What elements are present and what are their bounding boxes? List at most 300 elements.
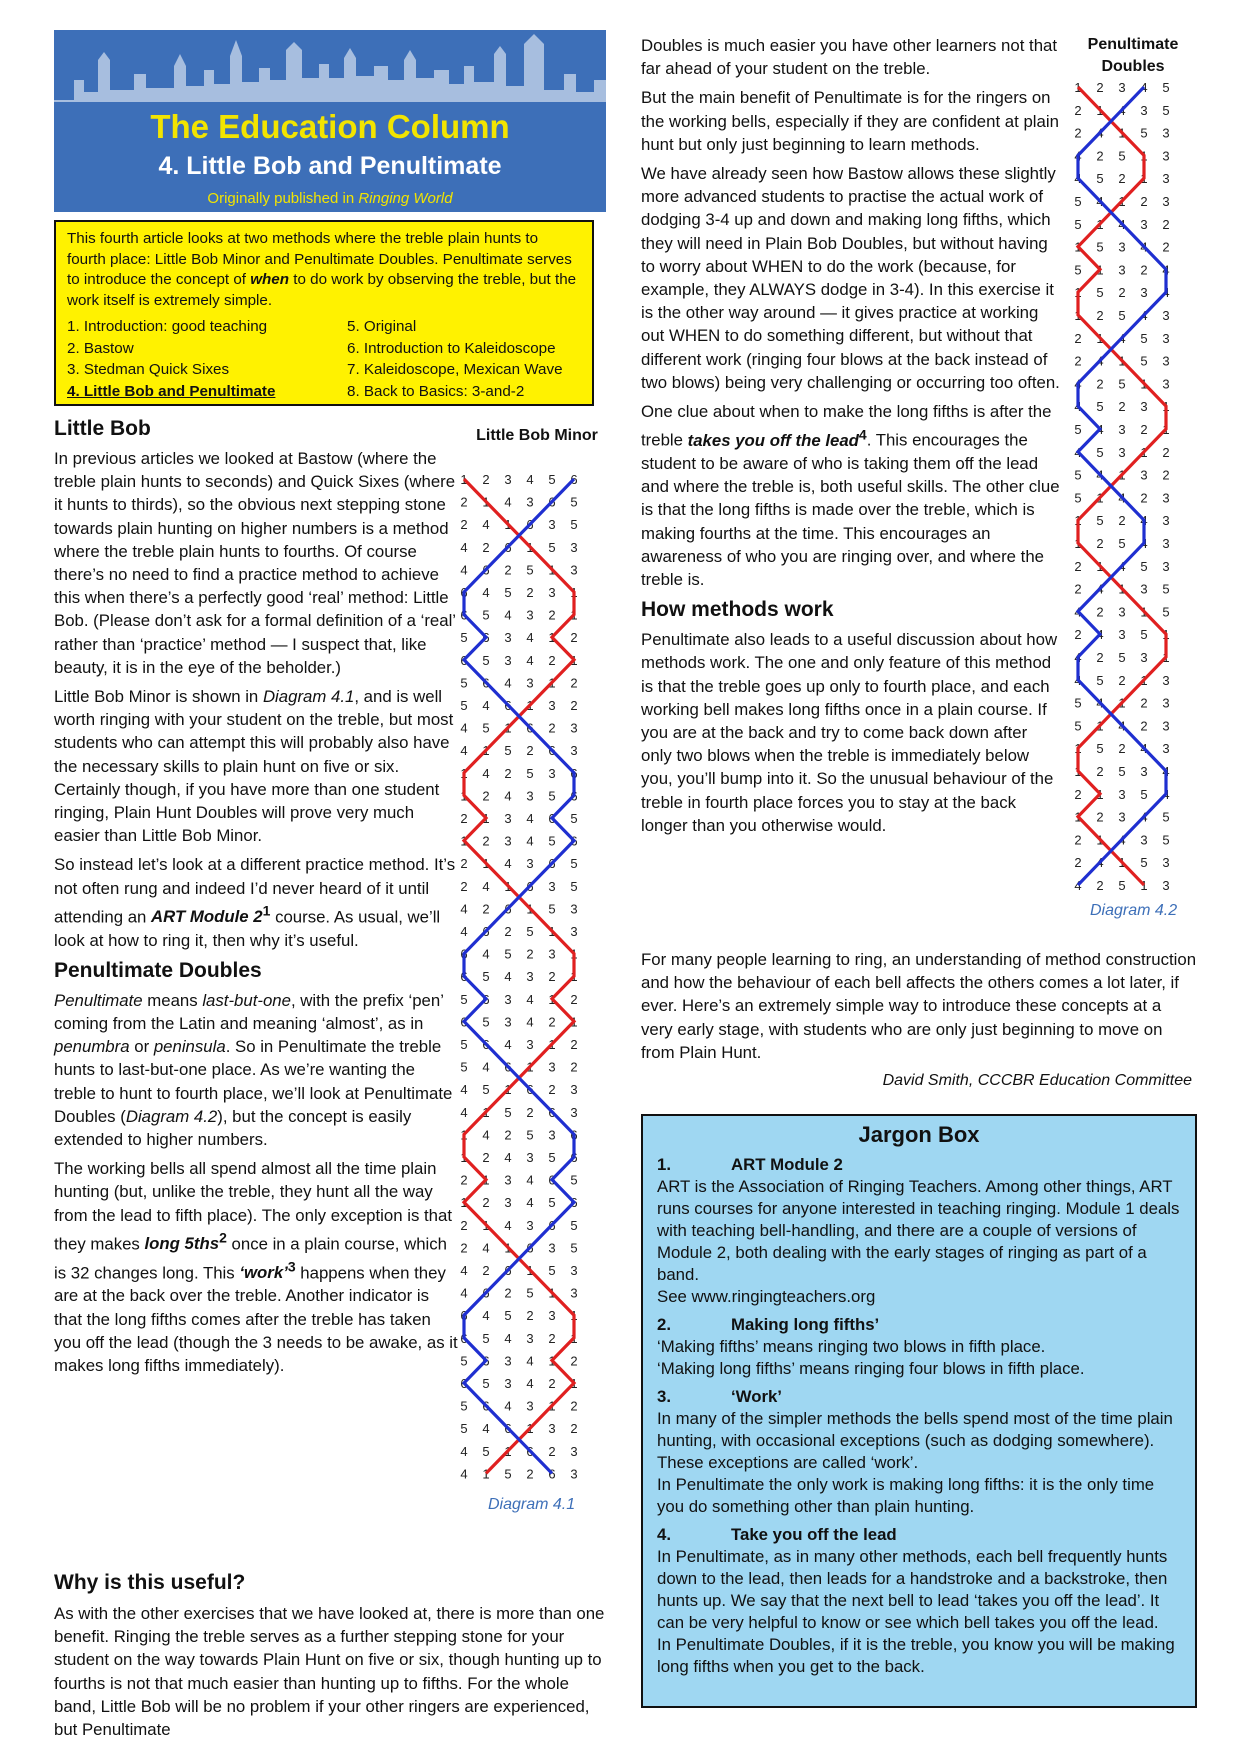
place-number: 1 [482, 1104, 490, 1120]
place-number: 6 [482, 991, 490, 1007]
place-number: 5 [1140, 558, 1148, 574]
header-banner [54, 30, 606, 212]
jargon-term: ART Module 2 [731, 1155, 843, 1174]
place-number: 3 [548, 1421, 556, 1437]
place-number: 2 [570, 630, 578, 646]
place-number: 3 [1162, 558, 1170, 574]
diagram1-title: Little Bob Minor [476, 427, 598, 444]
place-number: 3 [1140, 399, 1148, 415]
jargon-title: Jargon Box [858, 1122, 980, 1147]
place-number: 3 [1162, 695, 1170, 711]
series-item: 6. Introduction to Kaleidoscope [347, 339, 556, 357]
place-number: 1 [526, 698, 534, 713]
place-number: 4 [1074, 148, 1082, 164]
series-item: 8. Back to Basics: 3-and-2 [347, 382, 525, 400]
place-number: 2 [482, 539, 490, 555]
paragraph: Doubles is much easier you have other learners not that far ahead of your student on the treble. [641, 36, 1058, 79]
place-number: 3 [1162, 308, 1170, 323]
place-number: 2 [504, 924, 512, 939]
place-number: 4 [1074, 444, 1082, 460]
place-number: 6 [548, 494, 556, 510]
place-number: 6 [570, 472, 578, 487]
place-number: 3 [570, 539, 578, 555]
paragraph: Penultimate means last-but-one, with the prefix ‘pen’ coming from the Latin and meaning ‘almost’, as in penumbra or peninsula. So in Penultimate the treble hunts to last-but-one place. As we’re wanting the treble to hunt to fourth place, we’ll look at Penultimate Doubles (Diagram 4.2), but the concept is easily extended to higher numbers. [54, 990, 453, 1150]
place-number: 1 [482, 1172, 490, 1188]
place-number: 2 [1118, 672, 1126, 688]
place-number: 4 [1140, 308, 1148, 323]
place-number: 2 [548, 1082, 556, 1098]
place-number: 3 [548, 765, 556, 781]
place-number: 1 [570, 1376, 578, 1391]
place-number: 5 [570, 494, 578, 510]
place-number: 4 [460, 562, 468, 578]
place-number: 2 [482, 1150, 490, 1165]
place-number: 3 [1140, 285, 1148, 301]
place-number: 1 [570, 969, 578, 985]
place-number: 3 [1162, 125, 1170, 141]
place-number: 2 [460, 1172, 468, 1188]
place-number: 5 [460, 1059, 468, 1075]
place-number: 5 [1162, 604, 1170, 620]
jargon-term: Making long fifths’ [731, 1315, 880, 1334]
place-number: 3 [1162, 171, 1170, 187]
place-number: 6 [482, 1398, 490, 1414]
place-number: 5 [570, 878, 578, 894]
place-number: 1 [1074, 741, 1082, 757]
place-number: 5 [1096, 444, 1104, 460]
place-number: 4 [460, 1263, 468, 1278]
place-number: 3 [570, 720, 578, 736]
place-number: 5 [460, 1353, 468, 1369]
place-number: 5 [548, 472, 556, 487]
place-number: 3 [526, 1398, 534, 1414]
place-number: 2 [548, 1330, 556, 1346]
place-number: 2 [570, 1059, 578, 1075]
place-number: 6 [526, 1443, 534, 1459]
place-number: 5 [482, 652, 490, 668]
place-number: 5 [1118, 308, 1126, 323]
place-number: 4 [1162, 285, 1170, 301]
place-number: 6 [482, 924, 490, 939]
place-number: 3 [1162, 330, 1170, 346]
place-number: 4 [1096, 581, 1104, 597]
place-number: 6 [482, 1353, 490, 1369]
place-number: 6 [526, 1082, 534, 1098]
place-number: 5 [1140, 786, 1148, 802]
place-number: 4 [526, 1376, 534, 1391]
place-number: 5 [1162, 102, 1170, 118]
place-number: 1 [526, 901, 534, 917]
place-number: 3 [526, 675, 534, 691]
series-item: 5. Original [347, 318, 417, 335]
place-number: 5 [482, 1376, 490, 1391]
place-number: 1 [460, 1195, 468, 1211]
place-number: 1 [504, 1443, 512, 1459]
place-number: 2 [1140, 695, 1148, 711]
place-number: 1 [482, 743, 490, 759]
place-number: 2 [504, 1127, 512, 1143]
place-number: 4 [482, 1308, 490, 1324]
place-number: 2 [1118, 513, 1126, 529]
place-number: 2 [1140, 718, 1148, 734]
place-number: 4 [504, 1330, 512, 1346]
place-number: 5 [1118, 376, 1126, 392]
place-number: 3 [1162, 741, 1170, 757]
paragraph: As with the other exercises that we have looked at, there is more than one benefit. Ringing the treble serves as a further stepping stone for your student on the way towards Plain Hunt on five or six, though hunting up to fourths is not that much easier than hunting up to fifths. For the whole band, Little Bob will be no problem if your other ringers are experienced, but Penultimate [54, 1604, 605, 1740]
left-column [54, 416, 460, 1383]
place-number: 3 [570, 1285, 578, 1301]
place-number: 1 [1140, 148, 1148, 164]
place-number: 4 [1074, 672, 1082, 688]
place-number: 5 [1074, 262, 1082, 278]
heading-little-bob: Little Bob [54, 417, 151, 440]
place-number: 5 [1074, 194, 1082, 209]
place-number: 4 [482, 946, 490, 962]
diagram-little-bob-minor [456, 470, 596, 1492]
place-number: 6 [460, 652, 468, 668]
place-number: 6 [548, 1172, 556, 1188]
place-number: 1 [1074, 285, 1082, 301]
place-number: 5 [1140, 627, 1148, 643]
place-number: 1 [504, 1082, 512, 1098]
place-number: 5 [1140, 353, 1148, 369]
place-number: 5 [548, 1263, 556, 1278]
place-number: 6 [460, 1014, 468, 1030]
place-number: 2 [1074, 581, 1082, 597]
place-number: 4 [1096, 467, 1104, 483]
place-number: 2 [570, 1421, 578, 1437]
originally-published: Originally published in Ringing World [207, 190, 453, 207]
place-number: 6 [460, 969, 468, 985]
place-number: 2 [482, 901, 490, 917]
place-number: 1 [1118, 194, 1126, 209]
place-number: 1 [1096, 330, 1104, 346]
place-number: 4 [1074, 399, 1082, 415]
place-number: 4 [482, 1421, 490, 1437]
place-number: 5 [1096, 399, 1104, 415]
place-number: 2 [570, 698, 578, 713]
place-number: 4 [460, 1285, 468, 1301]
place-number: 1 [1074, 809, 1082, 825]
place-number: 1 [1096, 558, 1104, 574]
place-number: 6 [570, 765, 578, 781]
place-number: 1 [526, 1059, 534, 1075]
place-number: 6 [570, 1150, 578, 1165]
place-number: 3 [526, 1217, 534, 1233]
place-number: 4 [504, 788, 512, 804]
place-number: 3 [570, 1443, 578, 1459]
place-number: 3 [504, 1172, 512, 1188]
place-number: 3 [548, 946, 556, 962]
place-number: 4 [1096, 422, 1104, 437]
place-number: 5 [1074, 718, 1082, 734]
place-number: 3 [1162, 194, 1170, 209]
place-number: 5 [504, 743, 512, 759]
place-number: 3 [504, 1014, 512, 1030]
place-number: 2 [1140, 262, 1148, 278]
place-number: 4 [1162, 764, 1170, 779]
place-number: 5 [548, 539, 556, 555]
place-number: 2 [1140, 194, 1148, 209]
place-number: 5 [1140, 125, 1148, 141]
place-number: 3 [1140, 650, 1148, 665]
place-number: 1 [1096, 718, 1104, 734]
place-number: 4 [1118, 330, 1126, 346]
place-number: 1 [1140, 171, 1148, 187]
place-number: 3 [1118, 80, 1126, 95]
place-number: 3 [1162, 672, 1170, 688]
place-number: 6 [482, 1037, 490, 1052]
place-number: 3 [1140, 467, 1148, 483]
place-number: 3 [1118, 262, 1126, 278]
place-number: 2 [570, 1353, 578, 1369]
place-number: 3 [548, 1127, 556, 1143]
place-number: 1 [482, 1466, 490, 1482]
place-number: 5 [1118, 878, 1126, 893]
place-number: 4 [482, 1240, 490, 1256]
place-number: 4 [460, 1104, 468, 1120]
place-number: 4 [1096, 125, 1104, 141]
place-number: 1 [1118, 467, 1126, 483]
place-number: 5 [482, 1082, 490, 1098]
place-number: 3 [1140, 102, 1148, 118]
place-number: 3 [1118, 809, 1126, 825]
place-number: 4 [1118, 216, 1126, 232]
place-number: 1 [548, 630, 556, 646]
place-number: 4 [460, 720, 468, 736]
place-number: 3 [1162, 536, 1170, 551]
place-number: 3 [1162, 855, 1170, 871]
diagram1-caption: Diagram 4.1 [488, 1496, 576, 1513]
place-number: 4 [482, 698, 490, 713]
place-number: 5 [504, 585, 512, 600]
place-number: 5 [504, 946, 512, 962]
place-number: 4 [526, 1172, 534, 1188]
place-number: 3 [570, 1466, 578, 1482]
place-number: 5 [1118, 536, 1126, 551]
place-number: 4 [504, 607, 512, 623]
place-number: 2 [1096, 764, 1104, 779]
place-number: 2 [1162, 239, 1170, 255]
place-number: 3 [1118, 444, 1126, 460]
place-number: 6 [504, 1421, 512, 1437]
place-number: 3 [504, 630, 512, 646]
place-number: 2 [1096, 376, 1104, 392]
series-item: 3. Stedman Quick Sixes [67, 361, 230, 378]
place-number: 1 [1118, 353, 1126, 369]
place-number: 1 [504, 1240, 512, 1256]
place-number: 3 [526, 494, 534, 510]
place-number: 2 [1162, 216, 1170, 232]
place-number: 3 [1140, 832, 1148, 848]
place-number: 4 [1140, 80, 1148, 95]
place-number: 4 [1074, 171, 1082, 187]
place-number: 5 [460, 1398, 468, 1414]
place-number: 2 [460, 517, 468, 533]
place-number: 2 [1140, 422, 1148, 437]
place-number: 6 [570, 1127, 578, 1143]
place-number: 2 [1074, 125, 1082, 141]
place-number: 4 [504, 856, 512, 872]
place-number: 5 [526, 924, 534, 939]
place-number: 2 [570, 675, 578, 691]
place-number: 5 [504, 1104, 512, 1120]
place-number: 2 [548, 607, 556, 623]
place-number: 1 [570, 652, 578, 668]
place-number: 5 [1162, 809, 1170, 825]
place-number: 1 [460, 765, 468, 781]
bottom-section [54, 1570, 610, 1741]
place-number: 1 [1140, 672, 1148, 688]
place-number: 5 [1162, 80, 1170, 95]
diagram-penultimate-doubles [1070, 78, 1190, 900]
place-number: 2 [570, 1398, 578, 1414]
place-number: 6 [526, 878, 534, 894]
place-number: 1 [1162, 399, 1170, 415]
place-number: 4 [504, 1398, 512, 1414]
place-number: 1 [482, 856, 490, 872]
place-number: 2 [570, 991, 578, 1007]
place-number: 3 [526, 1037, 534, 1052]
place-number: 2 [548, 652, 556, 668]
jargon-term: ‘Work’ [731, 1387, 782, 1406]
place-number: 4 [460, 924, 468, 939]
place-number: 6 [570, 1195, 578, 1211]
place-number: 2 [1118, 285, 1126, 301]
place-number: 3 [1140, 581, 1148, 597]
intro-box [54, 220, 594, 406]
diagram2-caption: Diagram 4.2 [1090, 902, 1178, 919]
place-number: 4 [1074, 650, 1082, 665]
place-number: 3 [570, 901, 578, 917]
place-number: 1 [548, 1037, 556, 1052]
place-number: 2 [460, 1217, 468, 1233]
place-number: 3 [504, 1353, 512, 1369]
place-number: 5 [460, 991, 468, 1007]
place-number: 6 [504, 1059, 512, 1075]
place-number: 4 [1118, 832, 1126, 848]
place-number: 3 [548, 517, 556, 533]
place-number: 5 [526, 562, 534, 578]
place-number: 1 [1096, 786, 1104, 802]
place-number: 5 [548, 1195, 556, 1211]
place-number: 1 [1074, 764, 1082, 779]
place-number: 6 [460, 1330, 468, 1346]
place-number: 3 [548, 1240, 556, 1256]
place-number: 1 [1096, 490, 1104, 506]
diagram2-title: Penultimate Doubles [1087, 36, 1179, 75]
place-number: 1 [1162, 422, 1170, 437]
place-number: 6 [570, 833, 578, 849]
place-number: 1 [460, 1150, 468, 1165]
place-number: 6 [460, 946, 468, 962]
place-number: 1 [460, 472, 468, 487]
place-number: 6 [526, 517, 534, 533]
place-number: 2 [1096, 308, 1104, 323]
place-number: 4 [1096, 855, 1104, 871]
place-number: 4 [526, 652, 534, 668]
place-number: 1 [482, 1217, 490, 1233]
place-number: 2 [548, 720, 556, 736]
place-number: 3 [570, 924, 578, 939]
place-number: 1 [548, 562, 556, 578]
place-number: 4 [1074, 376, 1082, 392]
place-number: 4 [1140, 809, 1148, 825]
place-number: 1 [482, 494, 490, 510]
place-number: 5 [548, 833, 556, 849]
place-number: 4 [1118, 718, 1126, 734]
place-number: 1 [1074, 513, 1082, 529]
place-number: 3 [1118, 422, 1126, 437]
place-number: 2 [460, 494, 468, 510]
place-number: 5 [548, 1150, 556, 1165]
place-number: 3 [1162, 718, 1170, 734]
place-number: 1 [1074, 239, 1082, 255]
jargon-term: Take you off the lead [731, 1525, 897, 1544]
place-number: 2 [504, 765, 512, 781]
place-number: 5 [526, 1285, 534, 1301]
place-number: 4 [460, 743, 468, 759]
place-number: 6 [548, 1104, 556, 1120]
place-number: 1 [1118, 855, 1126, 871]
place-number: 2 [1118, 741, 1126, 757]
place-number: 3 [504, 991, 512, 1007]
place-number: 4 [460, 901, 468, 917]
place-number: 6 [526, 1240, 534, 1256]
place-number: 1 [482, 811, 490, 826]
paragraph: But the main benefit of Penultimate is for the ringers on the working bells, especially if they are confident at plain hunt but only just beginning to learn methods. [641, 88, 1059, 154]
place-number: 6 [460, 585, 468, 600]
place-number: 1 [570, 946, 578, 962]
place-number: 4 [482, 1059, 490, 1075]
place-number: 1 [460, 833, 468, 849]
place-number: 4 [1096, 353, 1104, 369]
place-number: 5 [1096, 285, 1104, 301]
place-number: 5 [526, 765, 534, 781]
place-number: 1 [1096, 102, 1104, 118]
place-number: 4 [504, 1150, 512, 1165]
place-number: 2 [1074, 832, 1082, 848]
place-number: 1 [504, 878, 512, 894]
paragraph: The working bells all spend almost all the time plain hunting (but, unlike the treble, they hunt all the way from the lead to fifth place). The only exception is that they makes long 5ths$^2$ once in a plain course, which is 32 changes long. This ‘work’$^3$ happens when they are at the back over the treble. Another indicator is that the long fifths comes after the treble has taken you off the lead (though the 3 needs to be awake, as it makes long fifths immediately). [54, 1159, 458, 1376]
place-number: 2 [526, 1466, 534, 1482]
place-number: 4 [482, 517, 490, 533]
place-number: 2 [482, 1195, 490, 1211]
place-number: 2 [482, 788, 490, 804]
paragraph: We have already seen how Bastow allows these slightly more advanced students to practise the actual work of dodging 3-4 up and down and making long fifths, which they will need in Plain Bob Doubles, but without having to worry about WHEN to do the work (because, for example, they ALWAYS dodge in 3-4). In this exercise it is the other way around — it gives practice at working out WHEN to do something different, but without that different work (ringing four blows at the back instead of two blows) being very challenging or occurring too often. [641, 164, 1060, 392]
heading-why-useful: Why is this useful? [54, 1571, 246, 1594]
place-number: 1 [1096, 262, 1104, 278]
place-number: 4 [1074, 878, 1082, 893]
place-number: 4 [1074, 604, 1082, 620]
place-number: 3 [570, 1263, 578, 1278]
place-number: 1 [548, 1285, 556, 1301]
place-number: 1 [1140, 376, 1148, 392]
place-number: 4 [526, 472, 534, 487]
place-number: 5 [1162, 581, 1170, 597]
series-item: 2. Bastow [67, 339, 134, 357]
place-number: 2 [1096, 878, 1104, 893]
place-number: 5 [1074, 467, 1082, 483]
place-number: 4 [1162, 262, 1170, 278]
place-number: 4 [526, 833, 534, 849]
place-number: 2 [1074, 558, 1082, 574]
place-number: 2 [1074, 102, 1082, 118]
place-number: 1 [570, 607, 578, 623]
place-number: 1 [548, 1353, 556, 1369]
place-number: 4 [1096, 695, 1104, 711]
place-number: 4 [526, 991, 534, 1007]
